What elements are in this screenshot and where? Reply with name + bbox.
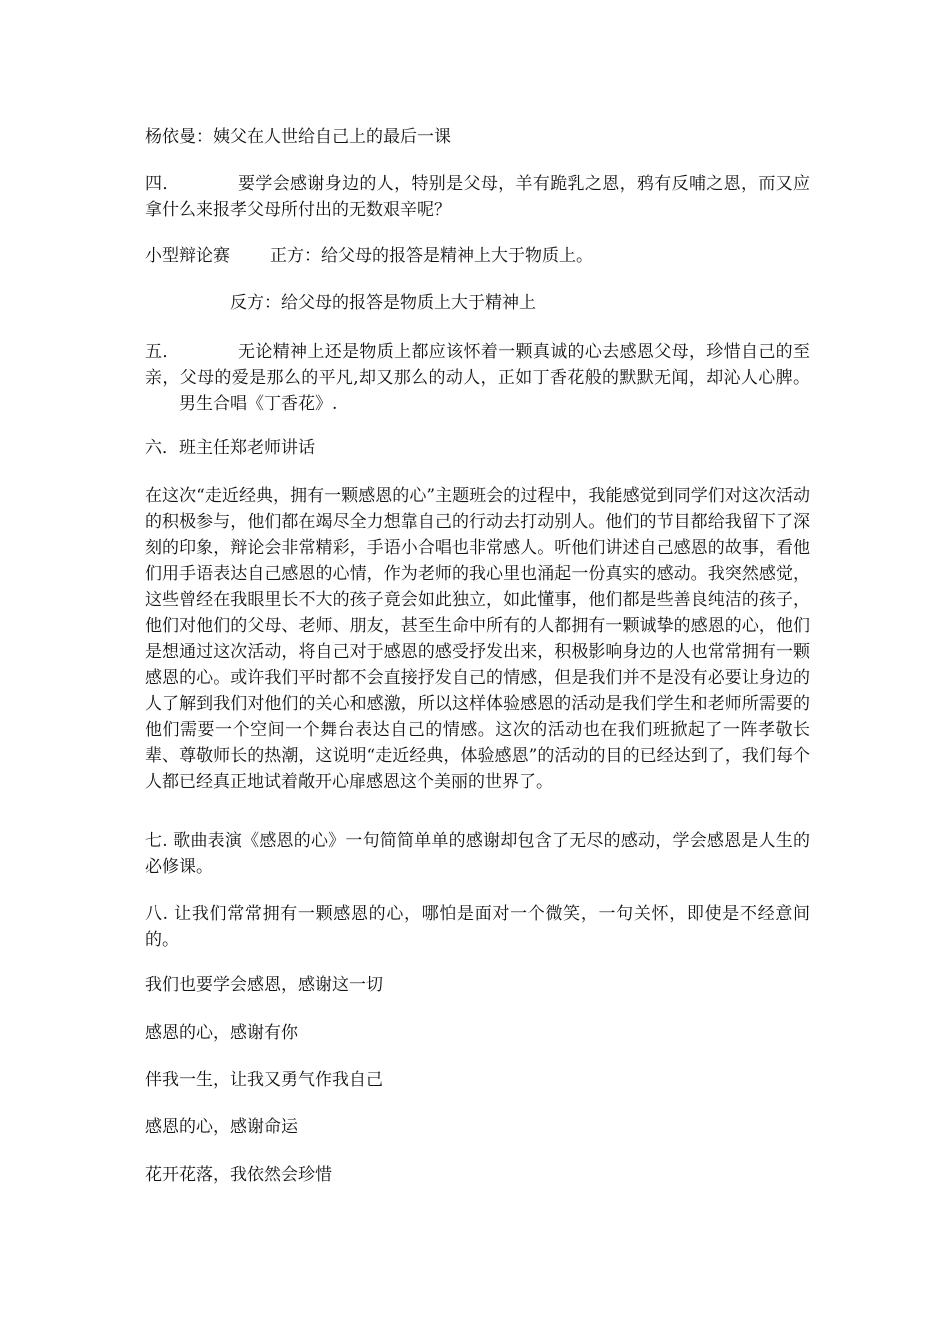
lyric-line: 感恩的心，感谢有你 [145, 1023, 298, 1043]
section-5-text: 无论精神上还是物质上都应该怀着一颗真诚的心去感恩父母，珍惜自己的至亲，父母的爱是那么的平凡,却又那么的动人，正如丁香花般的默默无闻，却沁人心脾。 [145, 342, 811, 388]
section-6: 六．班主任郑老师讲话 [145, 438, 315, 458]
lyric-line: 感恩的心，感谢命运 [145, 1117, 298, 1137]
debate-con: 反方：给父母的报答是物质上大于精神上 [230, 293, 536, 313]
section-5-number: 五． [145, 342, 180, 362]
debate-label: 小型辩论赛 [145, 246, 230, 266]
section-5 [145, 339, 810, 417]
line-yangyiman: 杨依曼：姨父在人世给自己上的最后一课 [145, 127, 451, 147]
debate-pro: 正方：给父母的报答是精神上大于物质上。 [270, 246, 593, 266]
debate-pro-line [145, 243, 810, 269]
lyric-line: 伴我一生，让我又勇气作我自己 [145, 1070, 383, 1090]
section-4 [145, 171, 810, 223]
section-8: 八. 让我们常常拥有一颗感恩的心，哪怕是面对一个微笑，一句关怀，即使是不经意间的。 [145, 904, 810, 950]
lyric-line: 花开花落，我依然会珍惜 [145, 1165, 332, 1185]
section-4-text: 要学会感谢身边的人，特别是父母，羊有跪乳之恩，鸦有反哺之恩，而又应拿什么来报孝父母所付出的无数艰辛呢？ [145, 174, 811, 220]
section-7: 七. 歌曲表演《感恩的心》一句简简单单的感谢却包含了无尽的感动，学会感恩是人生的必修课。 [145, 831, 810, 877]
teacher-speech: 在这次“走近经典，拥有一颗感恩的心”主题班会的过程中，我能感觉到同学们对这次活动的积极参与，他们都在竭尽全力想靠自己的行动去打动别人。他们的节目都给我留下了深刻的印象，辩论会非常精彩，手语小合唱也非常感人。听他们讲述自己感恩的故事，看他们用手语表达自己感恩的心情，作为老师的我心里也涌起一份真实的感动。我突然感觉，这些曾经在我眼里长不大的孩子竟会如此独立，如此懂事，他们都是些善良纯洁的孩子，他们对他们的父母、老师、朋友，甚至生命中所有的人都拥有一颗诚挚的感恩的心，他们是想通过这次活动，将自己对于感恩的感受抒发出来，积极影响身边的人也常常拥有一颗感恩的心。或许我们平时都不会直接抒发自己的情感，但是我们并不是没有必要让身边的人了解到我们对他们的关心和感激，所以这样体验感恩的活动是我们学生和老师所需要的他们需要一个空间一个舞台表达自己的情感。这次的活动也在我们班掀起了一阵孝敬长辈、尊敬师长的热潮，这说明“走近经典，体验感恩”的活动的目的已经达到了，我们每个人都已经真正地试着敞开心扉感恩这个美丽的世界了。 [145, 486, 810, 792]
section-4-number: 四． [145, 174, 180, 194]
section-5-song: 男生合唱《丁香花》. [179, 394, 338, 414]
lyric-line: 我们也要学会感恩，感谢这一切 [145, 975, 383, 995]
